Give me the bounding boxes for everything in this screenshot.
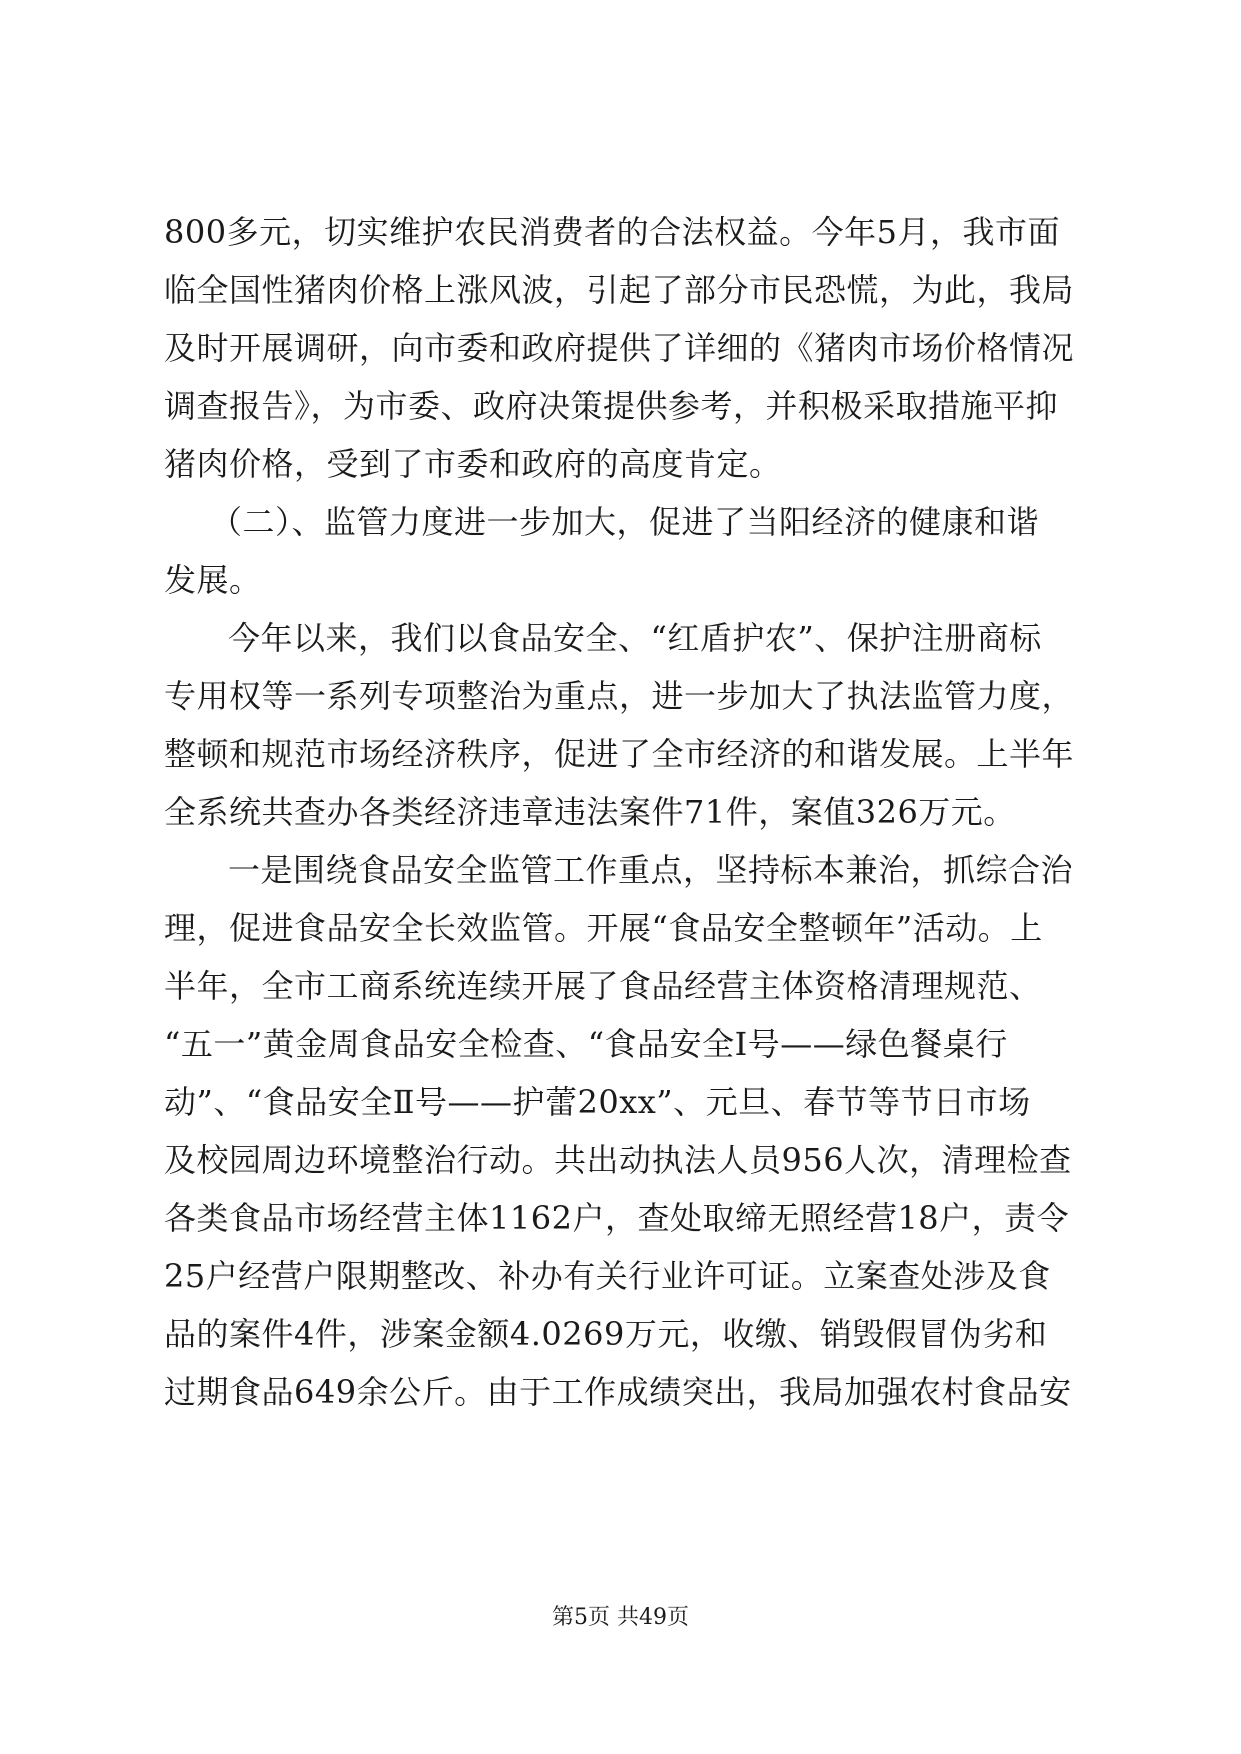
text-line-3: 及时开展调研，向市委和政府提供了详细的《猪肉市场价格情况 — [164, 329, 1075, 367]
paragraph-3-line-3: 半年，全市工商系统连续开展了食品经营主体资格清理规范、 — [164, 967, 1042, 1005]
paragraph-3-line-6: 及校园周边环境整治行动。共出动执法人员956人次，清理检查 — [164, 1141, 1072, 1179]
text-line-2: 临全国性猪肉价格上涨风波，引起了部分市民恐慌，为此，我局 — [164, 271, 1075, 309]
page-footer — [0, 1604, 1241, 1632]
page-number-label: 第5页 共49页 — [552, 1605, 689, 1630]
text-line-4: 调查报告》，为市委、政府决策提供参考，并积极采取措施平抑 — [164, 387, 1059, 425]
text-line-1: 800多元，切实维护农民消费者的合法权益。今年5月，我市面 — [164, 213, 1060, 251]
paragraph-3-line-2: 理，促进食品安全长效监管。开展“食品安全整顿年”活动。上 — [164, 909, 1043, 947]
paragraph-3-line-7: 各类食品市场经营主体1162户，查处取缔无照经营18户，责令 — [164, 1199, 1070, 1237]
paragraph-3-line-4: “五一”黄金周食品安全检查、“食品安全Ⅰ号——绿色餐桌行 — [164, 1025, 1008, 1063]
paragraph-3-line-8: 25户经营户限期整改、补办有关行业许可证。立案查处涉及食 — [164, 1257, 1051, 1295]
paragraph-3-line-1: 一是围绕食品安全监管工作重点，坚持标本兼治，抓综合治 — [228, 851, 1074, 889]
paragraph-3-line-9: 品的案件4件，涉案金额4.0269万元，收缴、销毁假冒伪劣和 — [164, 1315, 1048, 1353]
paragraph-3-line-5: 动”、“食品安全Ⅱ号——护蕾20xx”、元旦、春节等节日市场 — [164, 1083, 1031, 1121]
paragraph-3-line-10: 过期食品649余公斤。由于工作成绩突出，我局加强农村食品安 — [164, 1373, 1072, 1411]
section-heading-line-2: 发展。 — [164, 561, 262, 599]
paragraph-2-line-3: 整顿和规范市场经济秩序，促进了全市经济的和谐发展。上半年 — [164, 735, 1075, 773]
text-line-5: 猪肉价格，受到了市委和政府的高度肯定。 — [164, 445, 782, 483]
section-heading-line-1: （二）、监管力度进一步加大，促进了当阳经济的健康和谐 — [210, 503, 1040, 541]
paragraph-2-line-1: 今年以来，我们以食品安全、“红盾护农”、保护注册商标 — [228, 619, 1042, 657]
paragraph-2-line-4: 全系统共查办各类经济违章违法案件71件，案值326万元。 — [164, 793, 1016, 831]
paragraph-2-line-2: 专用权等一系列专项整治为重点，进一步加大了执法监管力度， — [164, 677, 1075, 715]
